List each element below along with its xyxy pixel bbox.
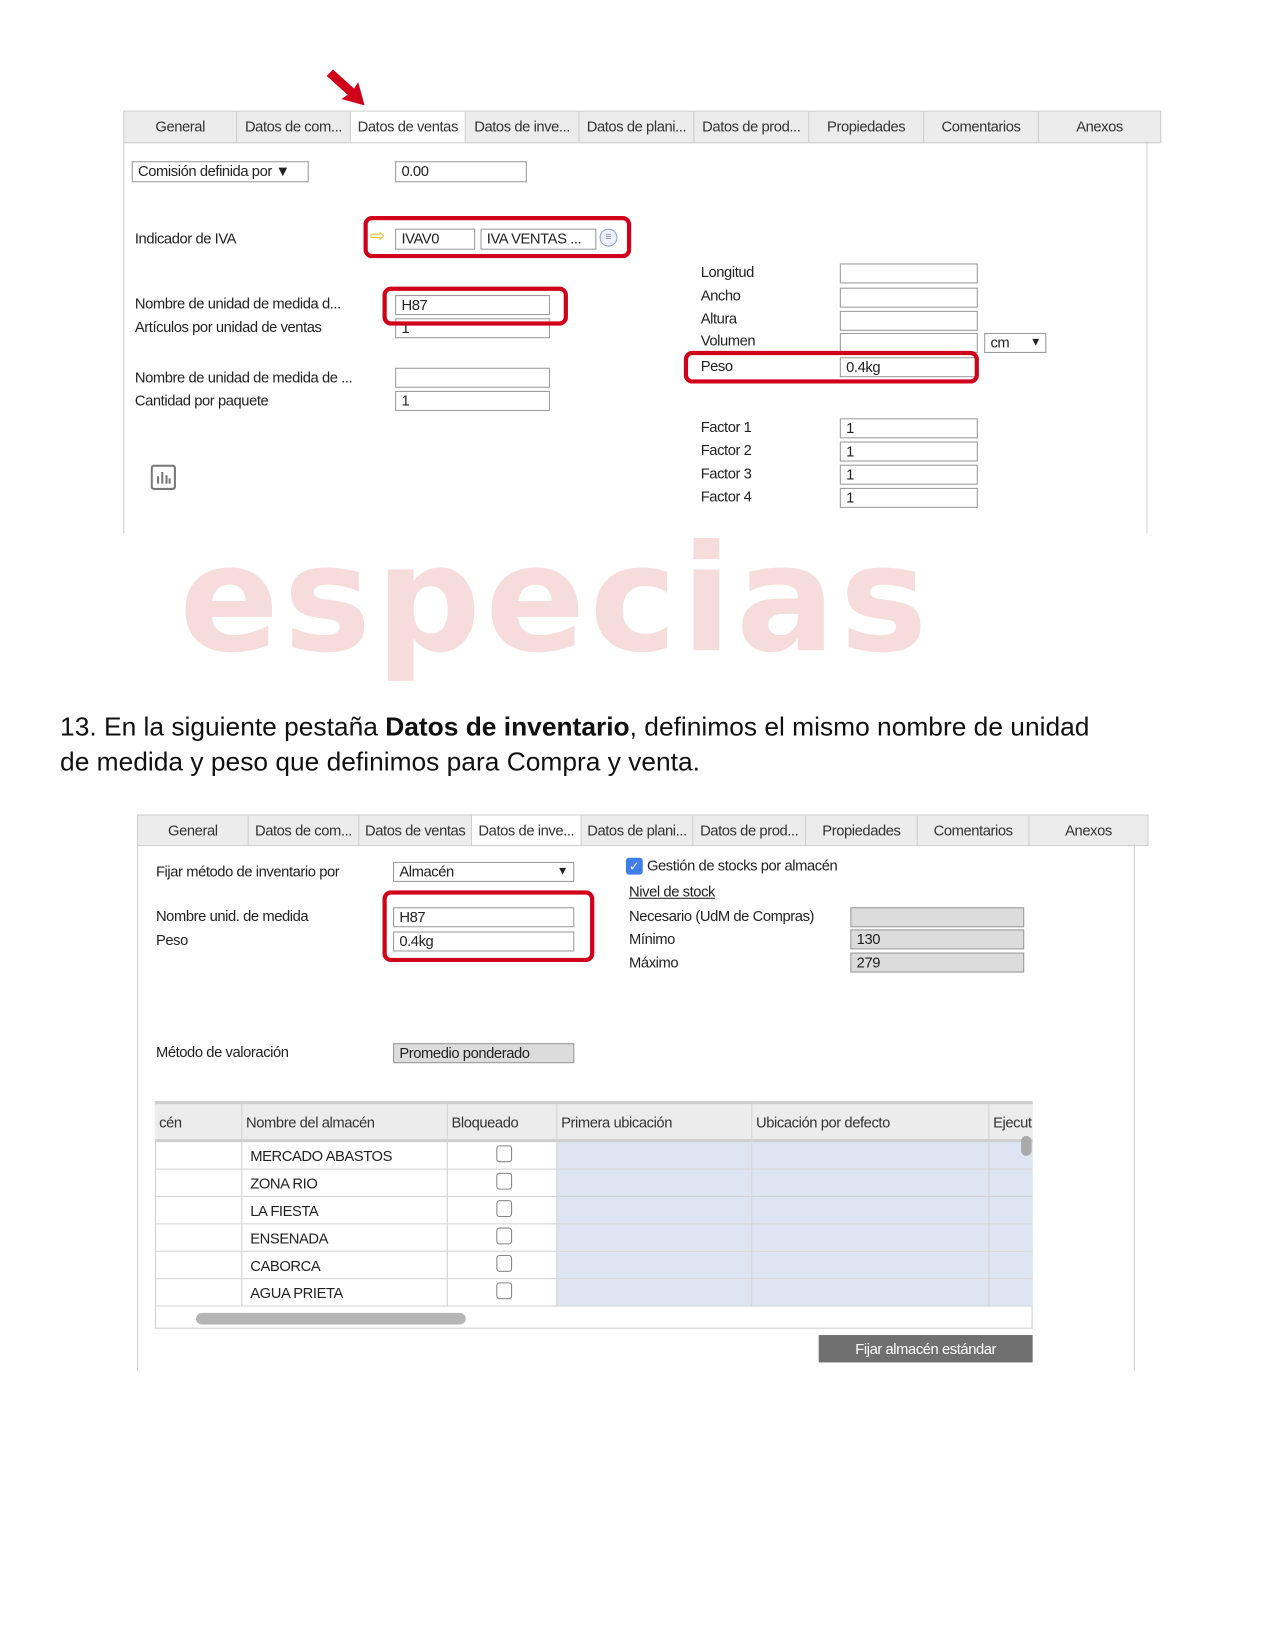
- warehouse-name-cell: LA FIESTA: [241, 1196, 446, 1223]
- tab-attachments[interactable]: Anexos: [1076, 118, 1123, 135]
- tab-general[interactable]: General: [138, 816, 249, 846]
- highlight-box: [364, 216, 632, 258]
- execute-cell[interactable]: [988, 1169, 1032, 1196]
- warehouse-name-cell: AGUA PRIETA: [241, 1279, 446, 1306]
- blocked-cell: [447, 1224, 557, 1251]
- highlight-box: [382, 287, 567, 326]
- blocked-checkbox[interactable]: [496, 1145, 512, 1162]
- min-label: Mínimo: [629, 930, 675, 948]
- chevron-down-icon: ▼: [275, 162, 290, 180]
- default-location-cell[interactable]: [751, 1141, 988, 1169]
- tab-properties[interactable]: Propiedades: [806, 816, 918, 846]
- max-input: 279: [850, 953, 1024, 973]
- table-row[interactable]: [155, 1169, 1033, 1196]
- column-header[interactable]: Ejecut: [988, 1103, 1032, 1141]
- warehouse-code-cell: [155, 1279, 241, 1306]
- max-label: Máximo: [629, 953, 679, 971]
- factor-label: Factor 1: [700, 418, 752, 436]
- factor-input[interactable]: 1: [840, 418, 978, 438]
- tab-sales[interactable]: Datos de ventas: [351, 112, 466, 143]
- tab-planning[interactable]: Datos de plani...: [580, 112, 695, 143]
- weight-input[interactable]: 0.4kg: [393, 931, 574, 951]
- horizontal-scrollbar-thumb[interactable]: [196, 1313, 466, 1325]
- tab-production[interactable]: Datos de prod...: [693, 816, 806, 846]
- tab-inventory[interactable]: Datos de inve...: [472, 816, 582, 846]
- warehouse-code-cell: [155, 1196, 241, 1223]
- tab-properties[interactable]: Propiedades: [809, 112, 924, 143]
- valuation-input: Promedio ponderado: [393, 1043, 574, 1063]
- blocked-checkbox[interactable]: [496, 1200, 512, 1217]
- first-location-cell[interactable]: [556, 1224, 751, 1251]
- highlight-box: [684, 351, 979, 384]
- items-per-unit-input[interactable]: 1: [395, 318, 550, 338]
- tab-production[interactable]: Datos de prod...: [694, 112, 809, 143]
- column-header[interactable]: Bloqueado: [447, 1103, 557, 1141]
- stock-mgmt-checkbox[interactable]: ✓: [626, 858, 643, 875]
- default-location-cell[interactable]: [751, 1196, 988, 1223]
- pack-uom-input[interactable]: [395, 368, 550, 388]
- default-location-cell[interactable]: [751, 1169, 988, 1196]
- panel-border: [123, 141, 124, 533]
- qty-per-pack-input[interactable]: 1: [395, 391, 550, 411]
- commission-select[interactable]: [132, 161, 309, 182]
- tab-comments[interactable]: Comentarios: [924, 112, 1039, 143]
- factor-input[interactable]: 1: [840, 442, 978, 462]
- tab-planning[interactable]: Datos de plani...: [582, 816, 694, 846]
- longitud-label: Longitud: [700, 263, 754, 281]
- instruction-suffix: , definimos el mismo nombre de unidad: [629, 712, 1090, 742]
- inventory-method-value: Almacén: [399, 862, 454, 880]
- altura-label: Altura: [700, 309, 737, 327]
- blocked-checkbox[interactable]: [496, 1282, 512, 1299]
- warehouse-name-cell: MERCADO ABASTOS: [241, 1141, 446, 1169]
- execute-cell[interactable]: [988, 1224, 1032, 1251]
- uom-name-input[interactable]: H87: [395, 295, 550, 315]
- warehouse-name-cell: ZONA RIO: [241, 1169, 446, 1196]
- tab-general[interactable]: General: [124, 112, 237, 143]
- warehouse-table: [155, 1101, 1033, 1306]
- iva-name-input: IVA VENTAS ...: [480, 229, 596, 250]
- blocked-cell: [447, 1251, 557, 1278]
- volumen-label: Volumen: [700, 331, 756, 349]
- commission-select-value: Comisión definida por: [138, 162, 272, 180]
- panel-border: [137, 844, 138, 1371]
- warehouse-code-cell: [155, 1141, 241, 1169]
- watermark: especias: [179, 514, 932, 686]
- instruction-prefix: 13. En la siguiente pestaña: [60, 712, 386, 742]
- highlight-box: [382, 890, 594, 962]
- required-input: [850, 907, 1024, 927]
- uom-label: Nombre unid. de medida: [155, 907, 309, 925]
- blocked-cell: [447, 1169, 557, 1196]
- blocked-cell: [447, 1196, 557, 1223]
- factor-input[interactable]: 1: [840, 488, 978, 508]
- panel-border: [1146, 141, 1147, 533]
- altura-input[interactable]: [840, 311, 978, 331]
- factor-input[interactable]: 1: [840, 465, 978, 485]
- factor-label: Factor 4: [700, 487, 752, 505]
- link-arrow-icon[interactable]: ⇨: [369, 225, 385, 246]
- first-location-cell[interactable]: [556, 1169, 751, 1196]
- execute-cell[interactable]: [988, 1196, 1032, 1223]
- first-location-cell[interactable]: [556, 1141, 751, 1169]
- table-row[interactable]: [155, 1279, 1033, 1306]
- blocked-checkbox[interactable]: [496, 1173, 512, 1190]
- factor-label: Factor 3: [700, 464, 752, 482]
- list-icon[interactable]: ≡: [600, 229, 618, 247]
- default-location-cell[interactable]: [751, 1251, 988, 1278]
- iva-label: Indicador de IVA: [134, 229, 237, 247]
- blocked-checkbox[interactable]: [496, 1228, 512, 1245]
- warehouse-name-cell: CABORCA: [241, 1251, 446, 1278]
- warehouse-code-cell: [155, 1251, 241, 1278]
- uom-name-label: Nombre de unidad de medida d...: [134, 295, 341, 312]
- default-location-cell[interactable]: [751, 1224, 988, 1251]
- volumen-unit-select[interactable]: [984, 333, 1046, 353]
- min-input: 130: [850, 929, 1024, 949]
- tab-comments[interactable]: Comentarios: [918, 816, 1030, 846]
- instruction-bold: Datos de inventario: [385, 712, 630, 742]
- stock-level-link[interactable]: Nivel de stock: [629, 883, 715, 900]
- factor-label: Factor 2: [700, 441, 752, 459]
- tab-bar-inventory: [137, 815, 1149, 847]
- peso-label: Peso: [700, 357, 733, 375]
- volumen-unit-value: cm: [990, 334, 1010, 351]
- tab-bar-sales: [123, 111, 1161, 144]
- table-row[interactable]: [155, 1196, 1033, 1223]
- first-location-cell[interactable]: [556, 1251, 751, 1278]
- inventory-method-label: Fijar método de inventario por: [155, 862, 340, 880]
- tab-inventory[interactable]: Datos de inve...: [466, 112, 580, 143]
- blocked-checkbox[interactable]: [496, 1255, 512, 1272]
- blocked-cell: [447, 1279, 557, 1306]
- tab-sales[interactable]: Datos de ventas: [359, 816, 472, 846]
- peso-input[interactable]: 0.4kg: [840, 357, 978, 377]
- qty-per-pack-label: Cantidad por paquete: [134, 391, 269, 409]
- execute-cell[interactable]: [988, 1251, 1032, 1278]
- first-location-cell[interactable]: [556, 1279, 751, 1306]
- instruction-line-1: [60, 710, 1089, 745]
- chevron-down-icon: ▼: [1029, 336, 1042, 349]
- iva-code-input[interactable]: IVAV0: [395, 229, 475, 250]
- warehouse-name-cell: ENSENADA: [241, 1224, 446, 1251]
- table-row[interactable]: [155, 1141, 1033, 1169]
- required-label: Necesario (UdM de Compras): [629, 907, 815, 925]
- instruction-line-2: de medida y peso que definimos para Compra y venta.: [60, 747, 700, 777]
- longitud-input[interactable]: [840, 263, 978, 283]
- tab-purchasing[interactable]: Datos de com...: [249, 816, 360, 846]
- blocked-cell: [447, 1141, 557, 1169]
- execute-cell[interactable]: [988, 1279, 1032, 1306]
- valuation-label: Método de valoración: [155, 1043, 289, 1061]
- ancho-input[interactable]: [840, 288, 978, 308]
- tab-purchasing[interactable]: Datos de com...: [237, 112, 351, 143]
- commission-input[interactable]: 0.00: [395, 161, 527, 182]
- first-location-cell[interactable]: [556, 1196, 751, 1223]
- chevron-down-icon: ▼: [556, 865, 568, 878]
- column-header[interactable]: Primera ubicación: [556, 1103, 751, 1141]
- stock-mgmt-label: Gestión de stocks por almacén: [646, 856, 838, 874]
- warehouse-code-cell: [155, 1224, 241, 1251]
- red-arrow-icon: [322, 70, 368, 108]
- default-location-cell[interactable]: [751, 1279, 988, 1306]
- table-row[interactable]: [155, 1224, 1033, 1251]
- uom-input[interactable]: H87: [393, 907, 574, 927]
- column-header[interactable]: cén: [155, 1103, 241, 1141]
- weight-label: Peso: [155, 931, 188, 949]
- tab-attachments[interactable]: Anexos: [1065, 821, 1112, 839]
- ancho-label: Ancho: [700, 286, 741, 304]
- table-row[interactable]: [155, 1251, 1033, 1278]
- warehouse-code-cell: [155, 1169, 241, 1196]
- column-header[interactable]: Nombre del almacén: [241, 1103, 446, 1141]
- bar-chart-icon[interactable]: [151, 465, 176, 490]
- inventory-method-select[interactable]: [393, 862, 574, 882]
- items-per-unit-label: Artículos por unidad de ventas: [134, 318, 322, 336]
- column-header[interactable]: Ubicación por defecto: [751, 1103, 988, 1141]
- pack-uom-label: Nombre de unidad de medida de ...: [134, 368, 353, 386]
- vertical-scrollbar-thumb[interactable]: [1021, 1136, 1032, 1156]
- panel-border: [1134, 844, 1135, 1371]
- set-default-warehouse-button[interactable]: Fijar almacén estándar: [819, 1335, 1033, 1362]
